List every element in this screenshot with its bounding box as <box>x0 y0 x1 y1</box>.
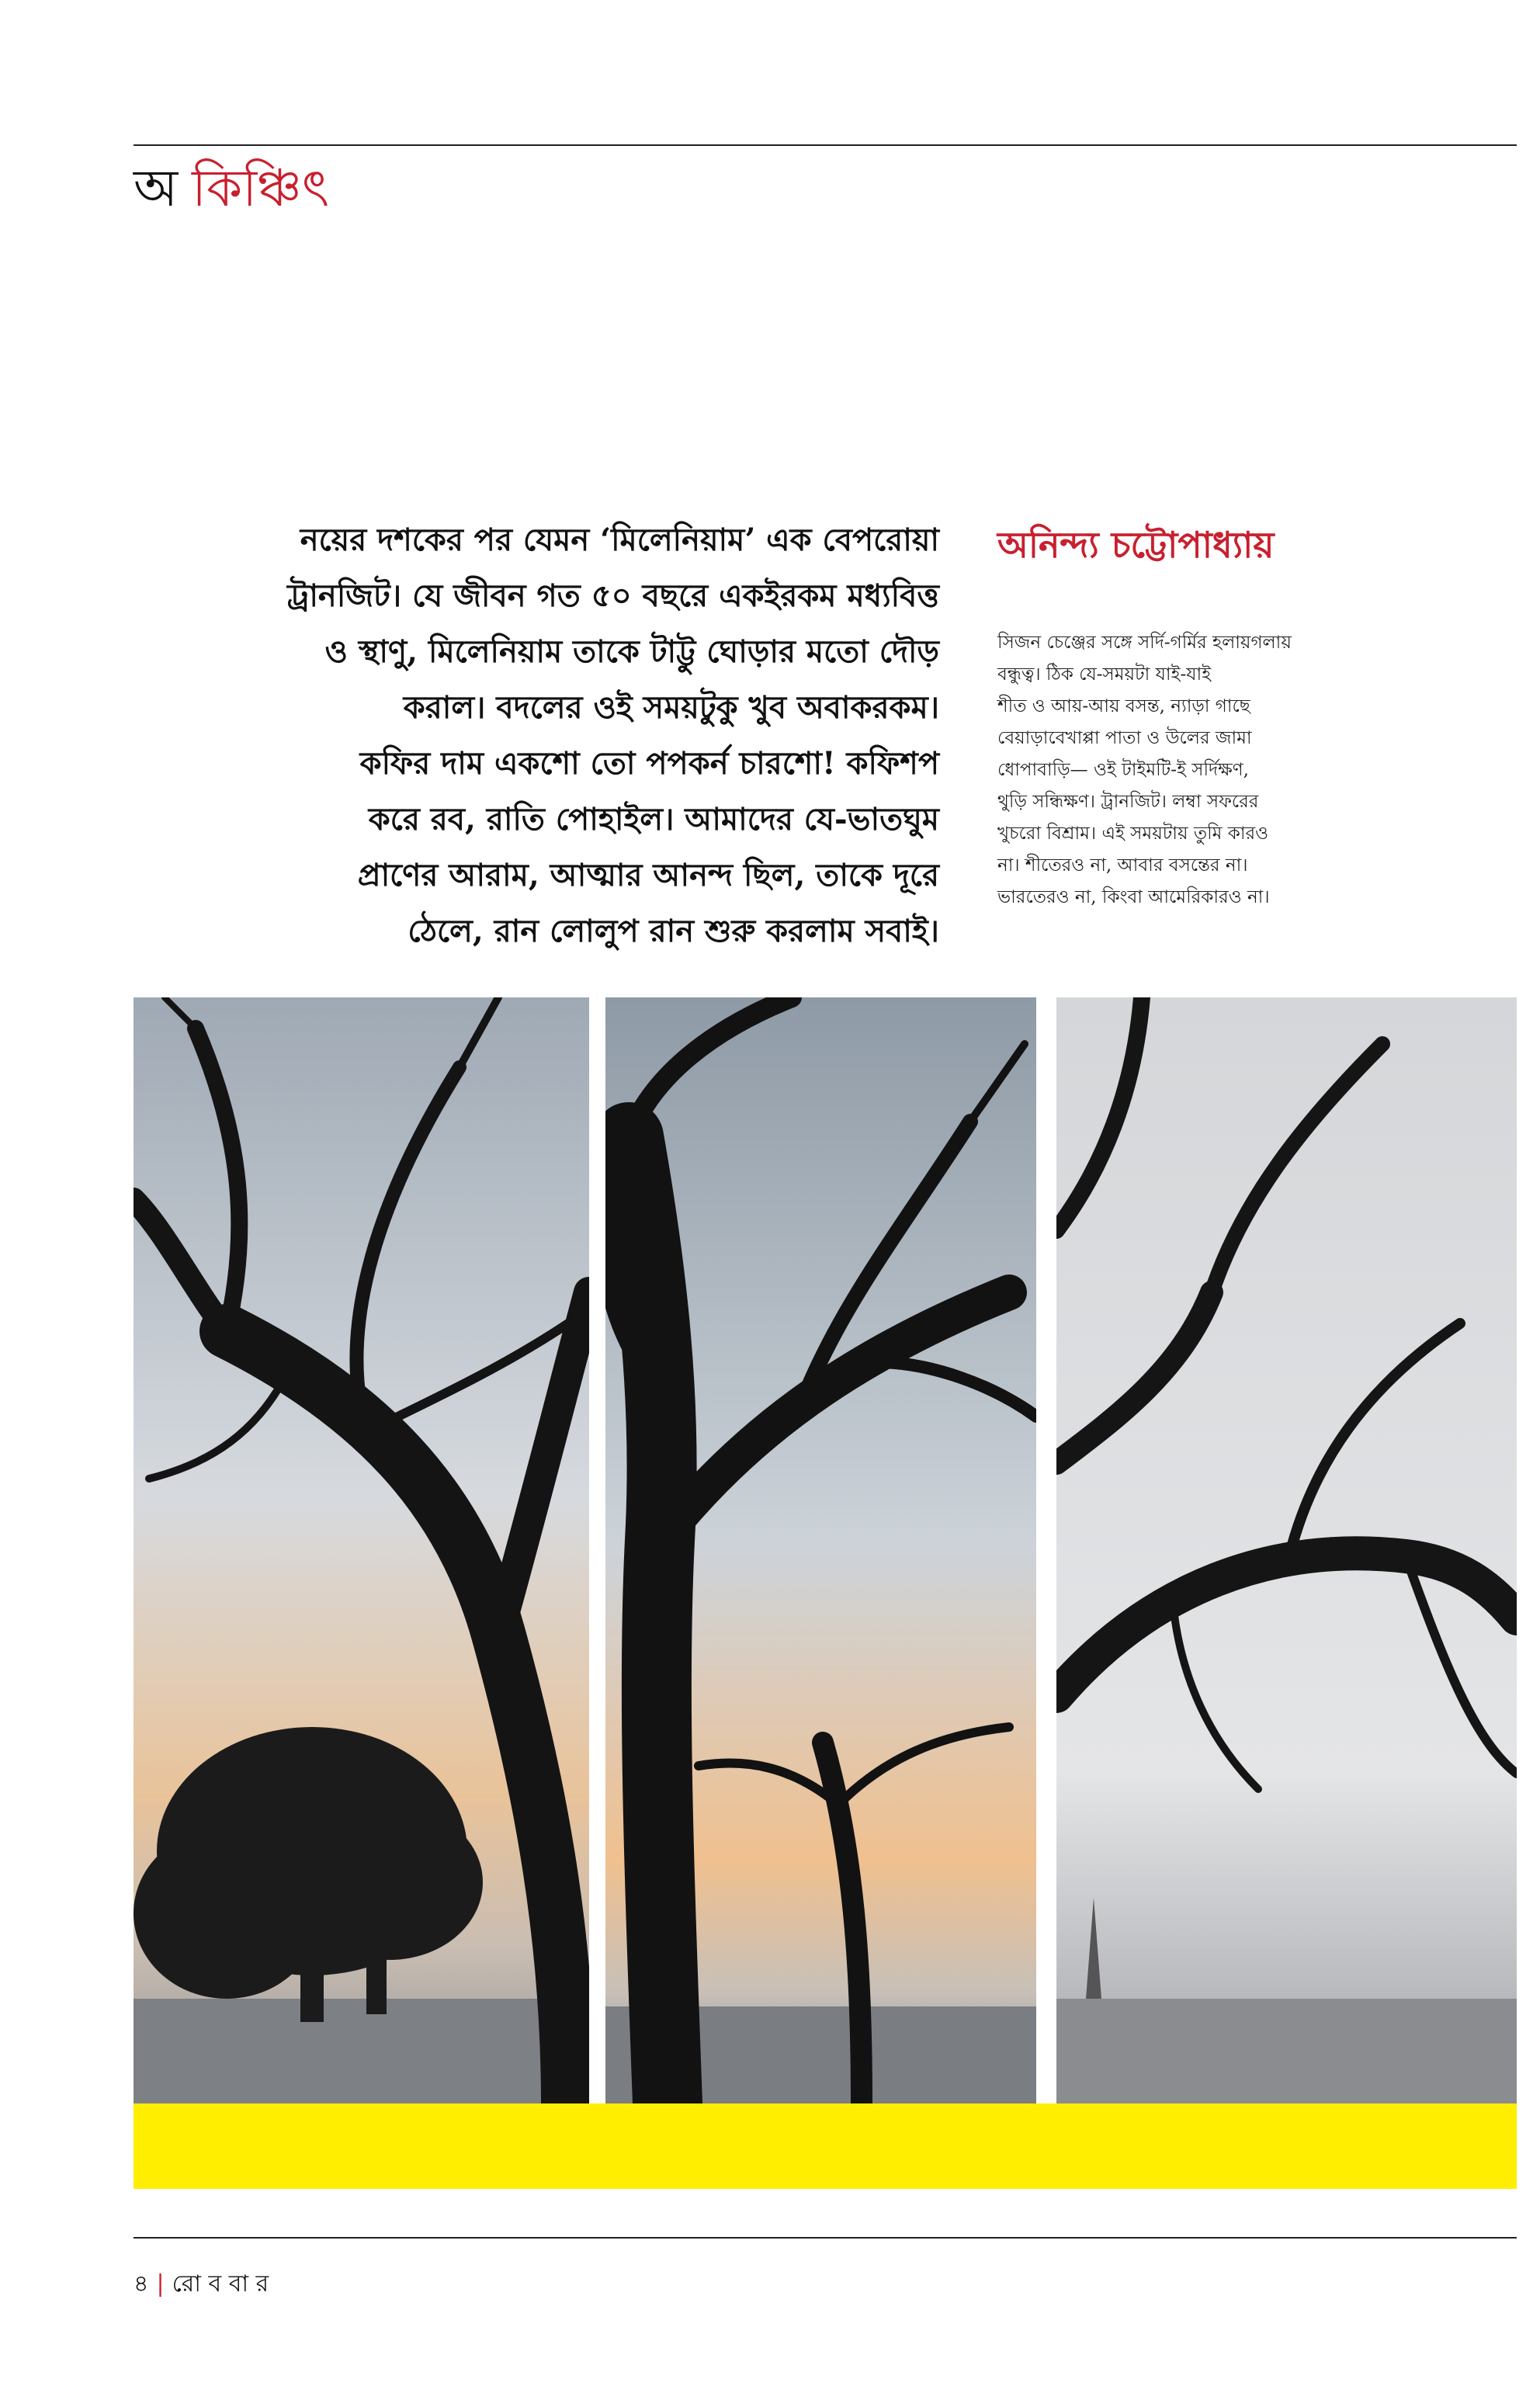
lede-line: ঠেলে, রান লোলুপ রান শুরু করলাম সবাই। <box>408 913 939 949</box>
lede-paragraph <box>116 512 939 959</box>
yellow-band <box>134 2103 1517 2189</box>
lede-line: নয়ের দশকের পর যেমন ‘মিলেনিয়াম’ এক বেপরোয়া <box>300 522 939 558</box>
intro-paragraph <box>997 627 1432 914</box>
tree-photo-right <box>1056 997 1517 2103</box>
lede-line: করাল। বদলের ওই সময়টুকু খুব অবাকরকম। <box>403 689 939 726</box>
intro-line: সিজন চেঞ্জের সঙ্গে সর্দি-গর্মির হলায়গলায় <box>997 633 1292 653</box>
tree-photo-middle <box>605 997 1036 2103</box>
lede-line: ও স্থাণু, মিলেনিয়াম তাকে টাট্টু ঘোড়ার মতো দৌড় <box>324 633 939 670</box>
footer-separator: | <box>156 2270 165 2298</box>
intro-line: শীত ও আয়-আয় বসন্ত, ন্যাড়া গাছে <box>997 696 1250 716</box>
section-title: কিঞ্চিৎ <box>192 158 330 218</box>
intro-line: বেয়াড়াবেখাপ্পা পাতা ও উলের জামা <box>997 728 1252 748</box>
intro-line: না। শীতেরও না, আবার বসন্তের না। <box>997 855 1248 876</box>
lede-line: কফির দাম একশো তো পপকর্ন চারশো! কফিশপ <box>359 745 939 782</box>
intro-line: থুড়ি সন্ধিক্ষণ। ট্রানজিট। লম্বা সফরের <box>997 792 1259 812</box>
lede-line: করে রব, রাতি পোহাইল। আমাদের যে-ভাতঘুম <box>368 801 939 838</box>
page-footer <box>134 2265 269 2305</box>
section-prefix: অ <box>134 158 179 218</box>
bottom-rule <box>134 2237 1517 2239</box>
magazine-name: রো ব বা র <box>172 2270 269 2298</box>
intro-line: ধোপাবাড়ি— ওই টাইমটি-ই সর্দিক্ষণ, <box>997 760 1249 780</box>
page-number: ৪ <box>134 2270 149 2298</box>
intro-line: বন্ধুত্ব। ঠিক যে-সময়টা যাই-যাই <box>997 664 1212 685</box>
intro-line: ভারতেরও না, কিংবা আমেরিকারও না। <box>997 887 1270 907</box>
lede-line: প্রাণের আরাম, আত্মার আনন্দ ছিল, তাকে দূরে <box>357 857 939 893</box>
top-rule <box>134 144 1517 146</box>
section-header <box>134 158 330 218</box>
intro-line: খুচরো বিশ্রাম। এই সময়টায় তুমি কারও <box>997 824 1269 844</box>
tree-photo-left <box>134 997 589 2103</box>
lede-line: ট্রানজিট। যে জীবন গত ৫০ বছরে একইরকম মধ্যবিত্ত <box>286 577 939 614</box>
author-byline: অনিন্দ্য চট্টোপাধ্যায় <box>997 524 1275 566</box>
